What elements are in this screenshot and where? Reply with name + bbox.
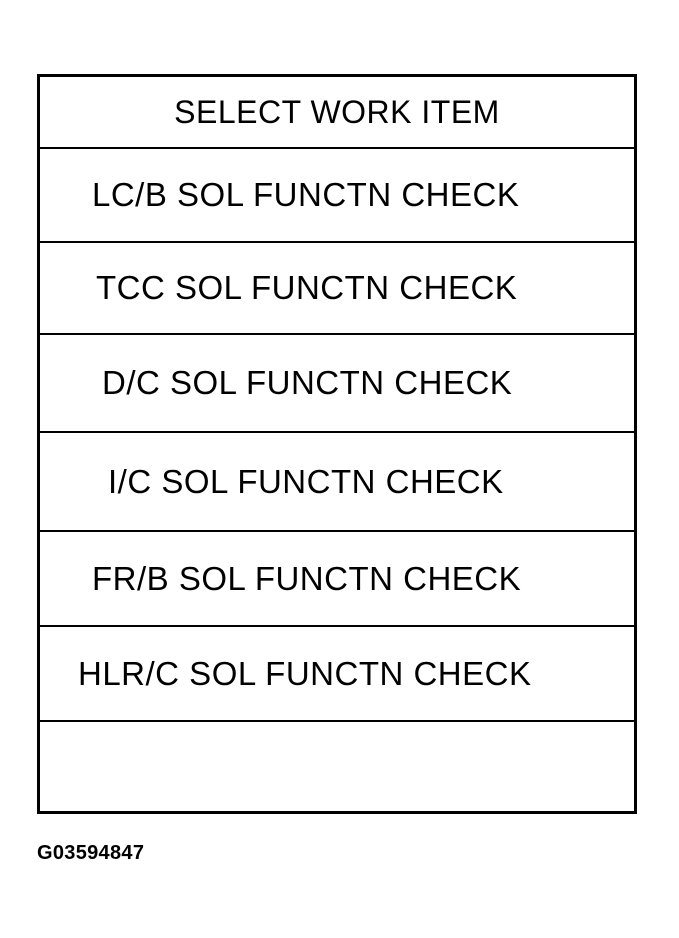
- menu-item-tcc-sol-check[interactable]: TCC SOL FUNCTN CHECK: [40, 243, 634, 335]
- figure-id-label: G03594847: [37, 842, 145, 864]
- menu-item-lc-b-sol-check[interactable]: LC/B SOL FUNCTN CHECK: [40, 149, 634, 243]
- menu-item-hlr-c-sol-check[interactable]: HLR/C SOL FUNCTN CHECK: [40, 627, 634, 722]
- menu-item-d-c-sol-check[interactable]: D/C SOL FUNCTN CHECK: [40, 335, 634, 433]
- menu-item-fr-b-sol-check[interactable]: FR/B SOL FUNCTN CHECK: [40, 532, 634, 627]
- scan-tool-menu: [37, 74, 637, 814]
- menu-header: SELECT WORK ITEM: [40, 77, 634, 149]
- menu-item-empty: [40, 722, 634, 811]
- menu-item-i-c-sol-check[interactable]: I/C SOL FUNCTN CHECK: [40, 433, 634, 532]
